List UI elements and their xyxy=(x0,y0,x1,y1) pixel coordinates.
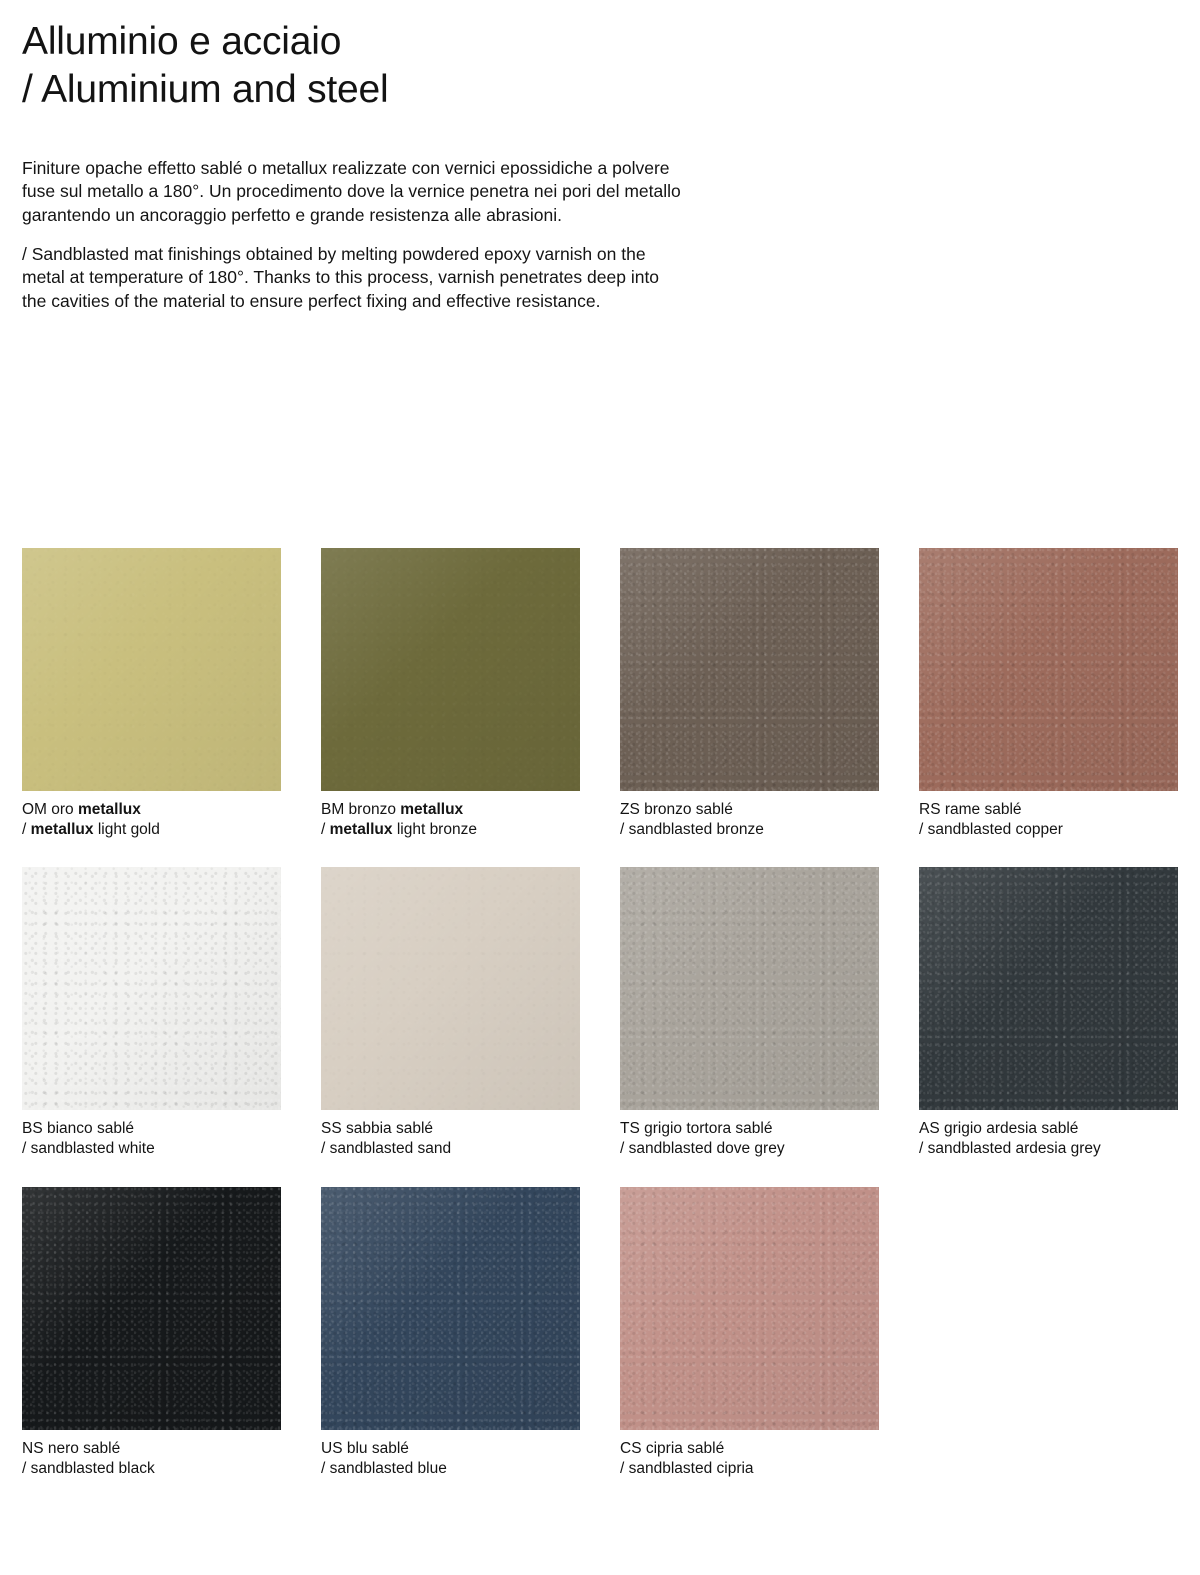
swatch-label-it: BM bronzo metallux xyxy=(321,801,464,818)
swatch-sheen-overlay xyxy=(919,548,1178,791)
swatch-label-en: / sandblasted blue xyxy=(321,1459,447,1477)
swatch-color-chip xyxy=(22,548,281,791)
swatch-color-chip xyxy=(620,867,879,1110)
intro-paragraph-en: / Sandblasted mat finishings obtained by melting powdered epoxy varnish on the metal at temperature of 180°. Thanks to this process, varnish penetrates deep into the cavities of the material to ensure perfect fixing and effective resistance. xyxy=(22,244,660,311)
swatch-caption xyxy=(620,1119,879,1159)
page-title xyxy=(22,0,1178,115)
swatch-label-it: AS grigio ardesia sablé xyxy=(919,1120,1079,1138)
swatch-sheen-overlay xyxy=(321,548,580,791)
swatch-label-en: / sandblasted ardesia grey xyxy=(919,1140,1101,1158)
swatch-sheen-overlay xyxy=(620,867,879,1110)
swatch-item-ns xyxy=(22,1187,281,1479)
swatch-caption xyxy=(620,1439,879,1479)
swatch-label-it: CS cipria sablé xyxy=(620,1439,725,1457)
swatch-item-cs xyxy=(620,1187,879,1479)
swatch-caption xyxy=(321,800,580,840)
page-title-en: / Aluminium and steel xyxy=(22,68,389,112)
swatch-label-en: / sandblasted black xyxy=(22,1459,155,1477)
swatch-item-us xyxy=(321,1187,580,1479)
swatch-label-it: TS grigio tortora sablé xyxy=(620,1120,773,1138)
swatch-label-it: US blu sablé xyxy=(321,1439,409,1457)
swatch-item-om xyxy=(22,548,281,840)
swatch-label-it: RS rame sablé xyxy=(919,801,1022,818)
swatch-sheen-overlay xyxy=(919,867,1178,1110)
swatch-label-en: / sandblasted bronze xyxy=(620,821,764,839)
swatch-label-en: / sandblasted copper xyxy=(919,821,1063,839)
swatch-sheen-overlay xyxy=(620,1187,879,1430)
swatch-item-bm xyxy=(321,548,580,840)
swatch-label-it: SS sabbia sablé xyxy=(321,1120,434,1138)
swatch-item-ss xyxy=(321,867,580,1159)
swatch-sheen-overlay xyxy=(321,1187,580,1430)
swatch-caption xyxy=(22,1119,281,1159)
intro-text-block xyxy=(22,157,682,314)
swatch-caption xyxy=(22,800,281,840)
swatch-label-en: / metallux light gold xyxy=(22,821,160,839)
swatch-color-chip xyxy=(620,548,879,791)
swatch-color-chip xyxy=(22,867,281,1110)
swatch-color-chip xyxy=(321,1187,580,1430)
swatch-sheen-overlay xyxy=(22,548,281,791)
page-title-it: Alluminio e acciaio xyxy=(22,20,342,63)
swatch-label-it: BS bianco sablé xyxy=(22,1120,135,1138)
swatch-sheen-overlay xyxy=(22,1187,281,1430)
swatch-caption xyxy=(919,1119,1178,1159)
swatch-caption xyxy=(321,1439,580,1479)
swatch-grid xyxy=(22,548,1178,1479)
swatch-sheen-overlay xyxy=(22,867,281,1110)
swatch-caption xyxy=(22,1439,281,1479)
swatch-label-it: OM oro metallux xyxy=(22,801,141,818)
swatch-color-chip xyxy=(321,867,580,1110)
swatch-label-en: / metallux light bronze xyxy=(321,821,477,839)
swatch-label-it: ZS bronzo sablé xyxy=(620,801,733,818)
swatch-label-en: / sandblasted sand xyxy=(321,1140,452,1158)
swatch-item-rs xyxy=(919,548,1178,840)
swatch-color-chip xyxy=(620,1187,879,1430)
swatch-item-zs xyxy=(620,548,879,840)
swatch-item-ts xyxy=(620,867,879,1159)
swatch-color-chip xyxy=(321,548,580,791)
swatch-sheen-overlay xyxy=(620,548,879,791)
swatch-item-bs xyxy=(22,867,281,1159)
swatch-caption xyxy=(321,1119,580,1159)
swatch-color-chip xyxy=(919,867,1178,1110)
swatch-caption xyxy=(919,800,1178,840)
swatch-sheen-overlay xyxy=(321,867,580,1110)
swatch-color-chip xyxy=(22,1187,281,1430)
swatch-label-en: / sandblasted white xyxy=(22,1140,155,1158)
swatch-label-en: / sandblasted dove grey xyxy=(620,1140,785,1158)
swatch-label-en: / sandblasted cipria xyxy=(620,1459,754,1477)
swatch-caption xyxy=(620,800,879,840)
intro-paragraph-it: Finiture opache effetto sablé o metallux realizzate con vernici epossidiche a polvere fuse sul metallo a 180°. Un procedimento dove la vernice penetra nei pori del metallo garantendo un ancoraggio perfetto e grande resistenza alle abrasioni. xyxy=(22,157,681,225)
swatch-label-it: NS nero sablé xyxy=(22,1439,121,1457)
swatch-item-as xyxy=(919,867,1178,1159)
swatch-color-chip xyxy=(919,548,1178,791)
